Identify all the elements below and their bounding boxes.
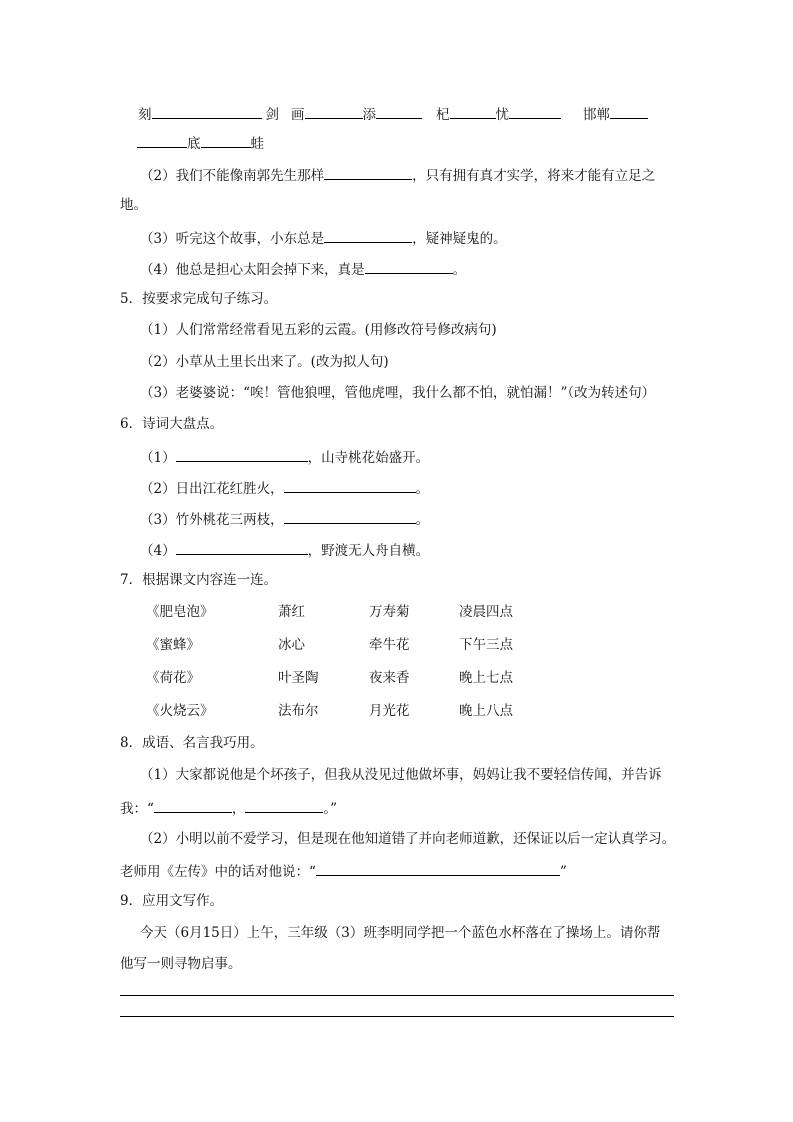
match-item[interactable]: 夜来香 [369,670,410,686]
word: 刻 [138,107,152,123]
text: 老师用《左传》中的话对他说：“ [120,864,316,880]
text: 。 [415,512,430,528]
match-item[interactable]: 法布尔 [278,703,319,719]
match-item[interactable]: 万寿菊 [369,604,410,620]
text: （3）竹外桃花三两枝， [140,512,284,528]
q5-title: 5．按要求完成句子练习。 [120,291,278,307]
match-item[interactable]: 晚上八点 [459,703,513,719]
text: ， [231,801,246,817]
match-item[interactable]: 《蜜蜂》 [146,637,200,653]
match-item[interactable]: 《荷花》 [146,670,200,686]
blank[interactable] [154,798,232,813]
word: 杞 [436,107,450,123]
blank[interactable] [152,104,262,119]
match-item[interactable]: 下午三点 [459,637,513,653]
blank[interactable] [176,540,308,555]
blank[interactable] [610,104,648,119]
match-item[interactable]: 《肥皂泡》 [146,604,214,620]
writing-line[interactable] [120,995,674,996]
q9-prompt: 今天（6月15日）上午，三年级（3）班李明同学把一个蓝色水杯落在了操场上。请你帮 [140,925,661,941]
q8-item-1-cont [120,798,337,818]
q8-item-1: （1）大家都说他是个坏孩子，但我从没见过他做坏事，妈妈让我不要轻信传闻，并告诉 [140,767,662,783]
q4-words-line1 [138,104,648,124]
blank[interactable] [324,165,412,180]
text: 。” [323,801,338,817]
text: 。 [415,481,430,497]
q7-title: 7．根据课文内容连一连。 [120,572,278,588]
q6-item-1 [140,447,429,467]
q8-title: 8．成语、名言我巧用。 [120,735,264,751]
blank[interactable] [284,478,416,493]
q5-item: （1）人们常常经常看见五彩的云霞。(用修改符号修改病句) [140,322,497,338]
word: 邯郸 [583,107,610,123]
match-item[interactable]: 牵牛花 [369,637,410,653]
blank[interactable] [376,104,422,119]
word: 剑 [265,107,279,123]
q4-sentence-4 [140,259,466,279]
word: 蛙 [250,136,264,152]
match-item[interactable]: 叶圣陶 [278,670,319,686]
blank[interactable] [201,133,251,148]
blank[interactable] [137,133,187,148]
q5-item: （2）小草从土里长出来了。(改为拟人句) [140,354,389,370]
blank[interactable] [509,104,561,119]
match-item[interactable]: 月光花 [369,703,410,719]
blank[interactable] [450,104,496,119]
match-item[interactable]: 萧红 [278,604,305,620]
blank[interactable] [316,861,560,876]
q6-item-3 [140,509,429,529]
text: ，野渡无人舟自横。 [307,543,430,559]
blank[interactable] [365,259,453,274]
text: （3）听完这个故事，小东总是 [140,231,325,247]
match-item[interactable]: 晚上七点 [459,670,513,686]
q6-item-2 [140,478,429,498]
q5-item: （3）老婆婆说：“唉！管他狼哩，管他虎哩，我什么都不怕，就怕漏！”（改为转述句） [140,385,656,401]
q8-item-2-cont [120,861,567,881]
text: （2）日出江花红胜火， [140,481,284,497]
text: （4）他总是担心太阳会掉下来，真是 [140,262,365,278]
match-item[interactable]: 冰心 [278,637,305,653]
text: ” [559,864,567,880]
text: （2）我们不能像南郭先生那样 [140,168,325,184]
q8-item-2: （2）小明以前不爱学习，但是现在他知道错了并向老师道歉，还保证以后一定认真学习。 [140,831,676,847]
text: （4） [140,543,176,559]
blank[interactable] [284,509,416,524]
word: 画 [291,107,305,123]
q6-title: 6．诗词大盘点。 [120,416,224,432]
q4-sentence-2-cont: 地。 [120,197,147,213]
blank[interactable] [324,228,412,243]
word: 添 [362,107,376,123]
text: ，疑神疑鬼的。 [412,231,507,247]
text: （1） [140,450,176,466]
q4-sentence-3 [140,228,507,248]
q9-prompt-cont: 他写一则寻物启事。 [120,956,242,972]
blank[interactable] [245,798,323,813]
blank[interactable] [176,447,308,462]
match-item[interactable]: 凌晨四点 [459,604,513,620]
q4-sentence-2 [140,165,655,185]
text: ，只有拥有真才实学，将来才能有立足之 [412,168,656,184]
match-item[interactable]: 《火烧云》 [146,703,214,719]
q6-item-4 [140,540,429,560]
word: 忧 [495,107,509,123]
q9-title: 9．应用文写作。 [120,893,224,909]
text: 。 [452,262,467,278]
text: 我：“ [120,801,154,817]
blank[interactable] [305,104,363,119]
text: ，山寺桃花始盛开。 [307,450,430,466]
q4-words-line2 [137,133,264,153]
writing-line[interactable] [120,1016,674,1017]
word: 底 [187,136,201,152]
